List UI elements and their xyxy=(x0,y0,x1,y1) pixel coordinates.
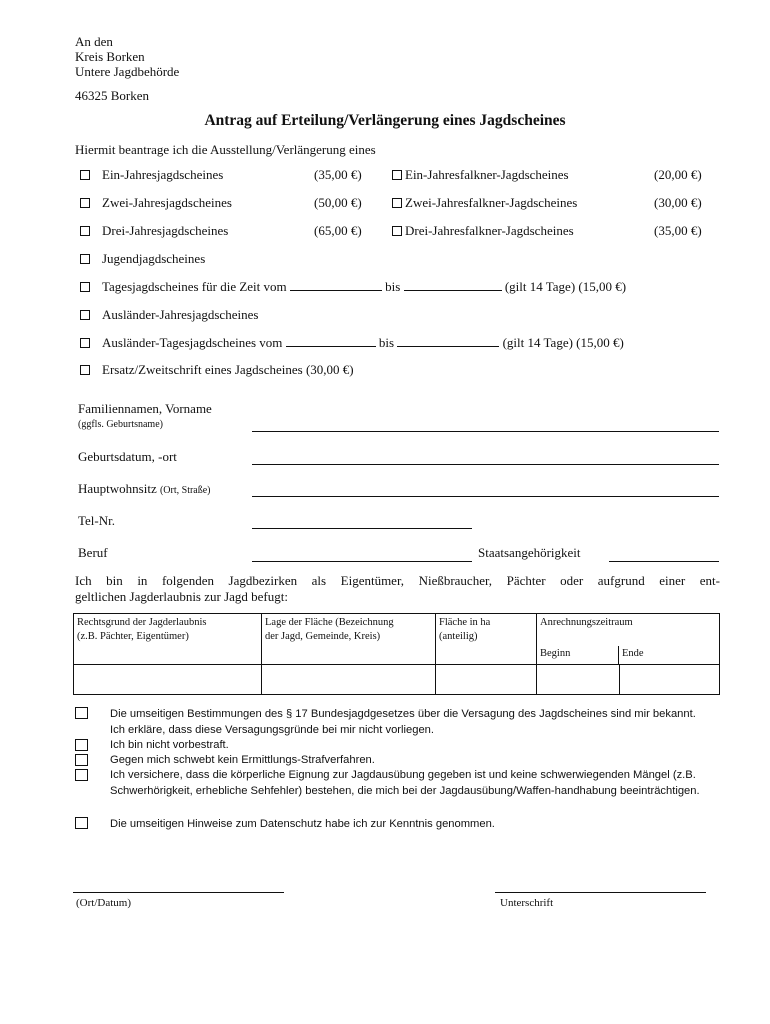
option-ein-falkner[interactable]: Ein-Jahresfalkner-Jagdscheines xyxy=(392,167,569,183)
declaration-5-text: Die umseitigen Hinweise zum Datenschutz habe ich zur Kenntnis genommen. xyxy=(110,818,495,830)
price-ein-falkner: (20,00 €) xyxy=(654,167,702,182)
signature-label: Unterschrift xyxy=(500,897,554,909)
nationality-input-line[interactable] xyxy=(609,561,719,562)
table-cell-beginn[interactable] xyxy=(537,665,620,695)
declaration-1-checkbox[interactable] xyxy=(75,707,88,719)
auslaender-to-field[interactable] xyxy=(397,335,499,347)
option-ein-jahres[interactable]: Ein-Jahresjagdscheines xyxy=(80,167,223,183)
declaration-2-checkbox[interactable] xyxy=(75,739,88,751)
price-ein-jahres: (35,00 €) xyxy=(314,167,362,182)
table-cell-rechtsgrund[interactable] xyxy=(74,665,262,695)
table-cell-lage[interactable] xyxy=(262,665,436,695)
nationality-label: Staatsangehörigkeit xyxy=(478,545,581,560)
address-line-1: An den xyxy=(75,34,113,49)
declaration-4-checkbox[interactable] xyxy=(75,769,88,781)
declaration-5-checkbox[interactable] xyxy=(75,817,88,829)
checkbox[interactable] xyxy=(80,310,90,320)
option-drei-falkner[interactable]: Drei-Jahresfalkner-Jagdscheines xyxy=(392,223,574,239)
option-auslaender-tages[interactable]: Ausländer-Tagesjagdscheines vom bis (gilt 14 Tage) (15,00 €) xyxy=(80,335,624,351)
table-header-rechtsgrund: Rechtsgrund der Jagderlaubnis (z.B. Pächter, Eigentümer) xyxy=(74,614,262,665)
checkbox[interactable] xyxy=(80,365,90,375)
option-ersatz[interactable]: Ersatz/Zweitschrift eines Jagdscheines (30,00 €) xyxy=(80,362,354,378)
checkbox[interactable] xyxy=(392,226,402,236)
districts-table xyxy=(73,613,720,695)
intro-text: Hiermit beantrage ich die Ausstellung/Verlängerung eines xyxy=(75,142,376,157)
option-jugend[interactable]: Jugendjagdscheines xyxy=(80,251,205,267)
checkbox[interactable] xyxy=(392,198,402,208)
declaration-2-text: Ich bin nicht vorbestraft. xyxy=(110,739,229,751)
address-line-2: Kreis Borken xyxy=(75,49,145,64)
districts-intro-line-1: Ich bin in folgenden Jagdbezirken als Eigentümer, Nießbraucher, Pächter oder aufgrund einer ent- xyxy=(75,573,720,588)
declaration-3-checkbox[interactable] xyxy=(75,754,88,766)
birth-input-line[interactable] xyxy=(252,464,719,465)
residence-input-line[interactable] xyxy=(252,496,719,497)
table-header-lage: Lage der Fläche (Bezeichnung der Jagd, Gemeinde, Kreis) xyxy=(262,614,436,665)
tel-input-line[interactable] xyxy=(252,528,472,529)
checkbox[interactable] xyxy=(80,226,90,236)
auslaender-from-field[interactable] xyxy=(286,335,376,347)
table-header-flaeche: Fläche in ha (anteilig) xyxy=(436,614,537,665)
name-input-line[interactable] xyxy=(252,431,719,432)
price-zwei-jahres: (50,00 €) xyxy=(314,195,362,210)
option-tages[interactable]: Tagesjagdscheines für die Zeit vom bis (gilt 14 Tage) (15,00 €) xyxy=(80,279,626,295)
districts-intro-line-2: geltlichen Jagderlaubnis zur Jagd befugt: xyxy=(75,589,288,604)
checkbox[interactable] xyxy=(80,254,90,264)
declaration-3-text: Gegen mich schwebt kein Ermittlungs-Strafverfahren. xyxy=(110,754,375,766)
tages-to-field[interactable] xyxy=(404,279,502,291)
job-input-line[interactable] xyxy=(252,561,472,562)
checkbox[interactable] xyxy=(80,170,90,180)
checkbox[interactable] xyxy=(80,198,90,208)
price-drei-jahres: (65,00 €) xyxy=(314,223,362,238)
price-zwei-falkner: (30,00 €) xyxy=(654,195,702,210)
declaration-1-text: Die umseitigen Bestimmungen des § 17 Bundesjagdgesetzes über die Versagung des Jagdscheines sind mir bekannt. Ich erkläre, dass diese Versagungsgründe bei mir nicht vorliegen. xyxy=(110,708,696,736)
declaration-4-text: Ich versichere, dass die körperliche Eignung zur Jagdausübung gegeben ist und keine schwerwiegenden Mängel (z.B. Schwerhörigkeit, erhebliche Sehfehler) bestehen, die mich bei der Jagdausübung/Waffen-handhabung beeinträchtigen. xyxy=(110,769,700,797)
option-zwei-jahres[interactable]: Zwei-Jahresjagdscheines xyxy=(80,195,232,211)
address-city: 46325 Borken xyxy=(75,88,150,103)
checkbox[interactable] xyxy=(80,282,90,292)
name-label: Familiennamen, Vorname xyxy=(78,401,212,416)
signature-line[interactable] xyxy=(495,892,706,893)
price-drei-falkner: (35,00 €) xyxy=(654,223,702,238)
tages-from-field[interactable] xyxy=(290,279,382,291)
table-cell-flaeche[interactable] xyxy=(436,665,537,695)
tel-label: Tel-Nr. xyxy=(78,513,115,528)
page-title: Antrag auf Erteilung/Verlängerung eines Jagdscheines xyxy=(204,112,566,129)
birth-label: Geburtsdatum, -ort xyxy=(78,449,177,464)
residence-label: Hauptwohnsitz (Ort, Straße) xyxy=(78,481,211,496)
option-zwei-falkner[interactable]: Zwei-Jahresfalkner-Jagdscheines xyxy=(392,195,577,211)
job-label: Beruf xyxy=(78,545,108,560)
place-date-line[interactable] xyxy=(73,892,284,893)
place-date-label: (Ort/Datum) xyxy=(76,897,131,909)
checkbox[interactable] xyxy=(80,338,90,348)
checkbox[interactable] xyxy=(392,170,402,180)
address-line-3: Untere Jagdbehörde xyxy=(75,64,180,79)
table-header-anrechnung: Anrechnungszeitraum Beginn Ende xyxy=(537,614,720,665)
table-cell-ende[interactable] xyxy=(620,665,720,695)
name-sublabel: (ggfls. Geburtsname) xyxy=(78,419,163,430)
option-auslaender-jahres[interactable]: Ausländer-Jahresjagdscheines xyxy=(80,307,258,323)
option-drei-jahres[interactable]: Drei-Jahresjagdscheines xyxy=(80,223,228,239)
